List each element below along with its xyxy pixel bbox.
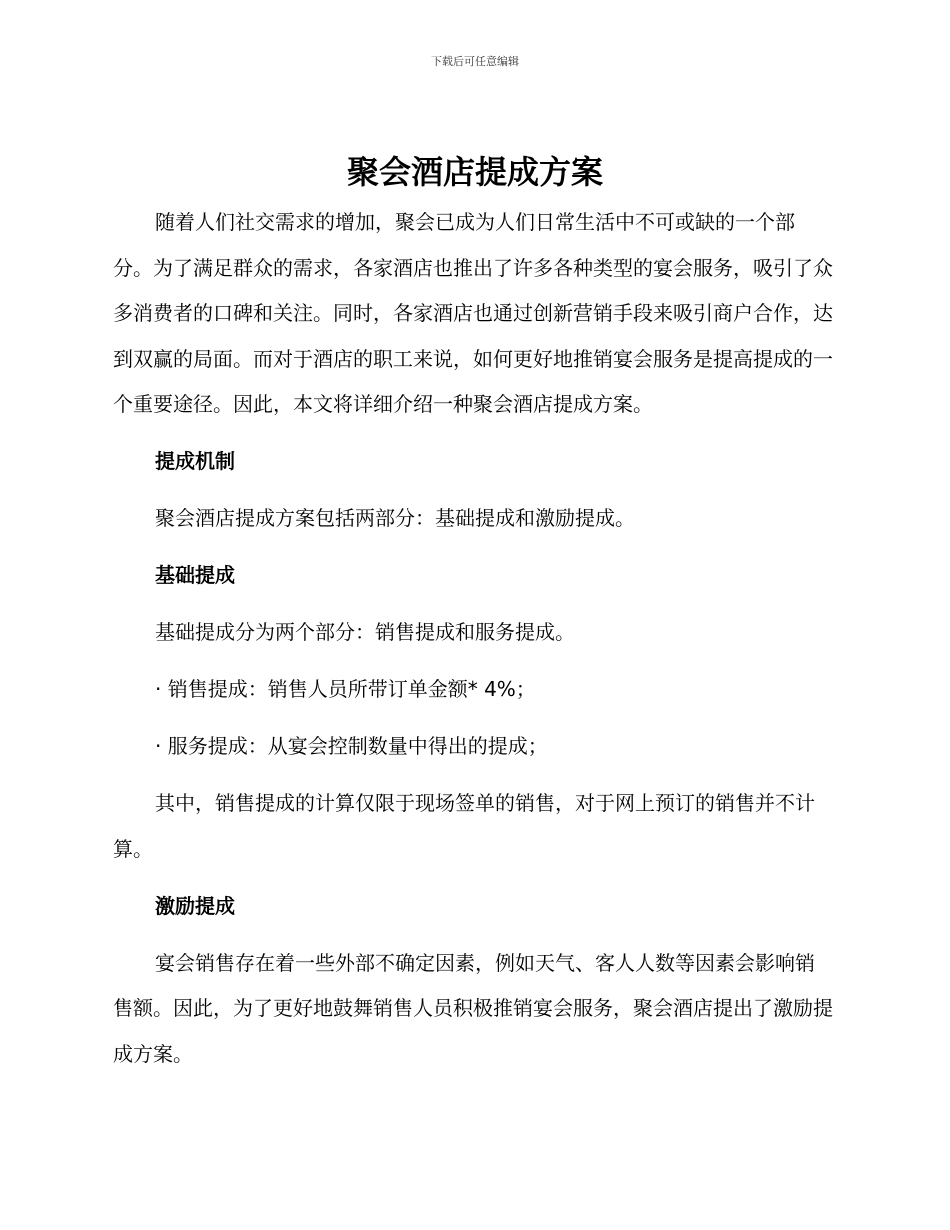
spacer: [113, 713, 833, 725]
spacer: [113, 485, 833, 497]
bullet-service-commission: · 服务提成：从宴会控制数量中得出的提成；: [155, 734, 548, 758]
basic-paragraph: 基础提成分为两个部分：销售提成和服务提成。: [155, 620, 575, 644]
spacer: [113, 599, 833, 611]
bullet-sales-commission: · 销售提成：销售人员所带订单金额* 4%；: [155, 677, 536, 701]
mechanism-paragraph: 聚会酒店提成方案包括两部分：基础提成和激励提成。: [155, 506, 635, 530]
header-note: 下载后可任意编辑: [431, 55, 519, 68]
intro-paragraph: 随着人们社交需求的增加，聚会已成为人们日常生活中不可或缺的一个部分。为了满足群众的需求，各家酒店也推出了许多各种类型的宴会服务，吸引了众多消费者的口碑和关注。同时，各家酒店也通过创新营销手段来吸引商户合作，达到双赢的局面。而对于酒店的职工来说，如何更好地推销宴会服务是提高提成的一个重要途径。因此，本文将详细介绍一种聚会酒店提成方案。: [113, 210, 833, 416]
spacer: [113, 770, 833, 782]
basic-note-paragraph: 其中，销售提成的计算仅限于现场签单的销售，对于网上预订的销售并不计算。: [113, 791, 815, 861]
section-heading-incentive: 激励提成: [155, 893, 235, 918]
incentive-paragraph: 宴会销售存在着一些外部不确定因素，例如天气、客人人数等因素会影响销售额。因此，为了更好地鼓舞销售人员积极推销宴会服务，聚会酒店提出了激励提成方案。: [113, 950, 833, 1066]
spacer: [113, 656, 833, 668]
spacer: [113, 428, 833, 440]
document-body: [113, 200, 833, 1077]
section-heading-mechanism: 提成机制: [155, 449, 235, 473]
spacer: [113, 542, 833, 554]
spacer: [113, 872, 833, 884]
spacer: [113, 929, 833, 941]
document-title: 聚会酒店提成方案: [346, 153, 603, 191]
section-heading-basic: 基础提成: [155, 563, 235, 587]
